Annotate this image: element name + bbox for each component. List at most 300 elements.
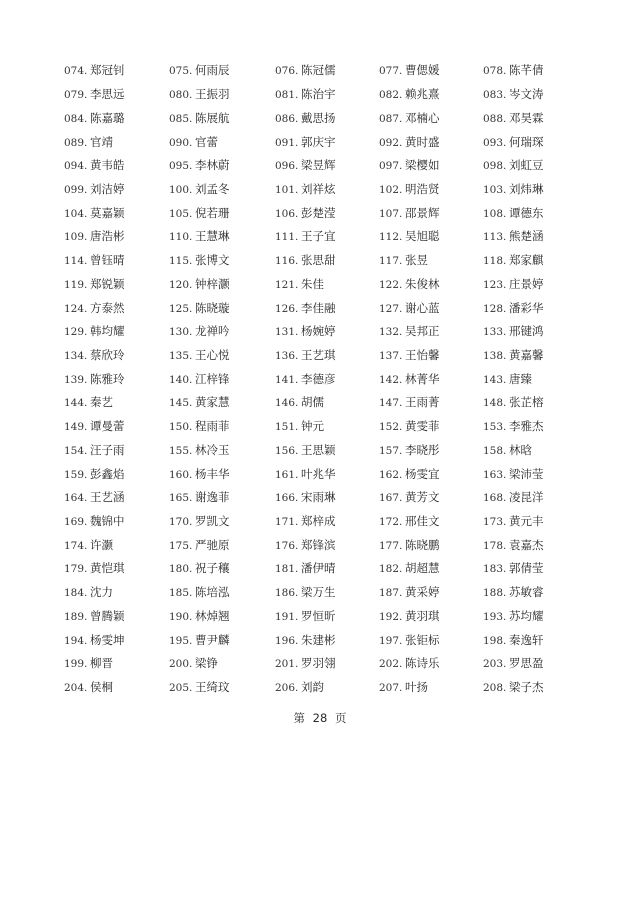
entry-name: 王子宜 bbox=[301, 229, 336, 244]
roster-entry bbox=[169, 87, 275, 102]
entry-number: 092. bbox=[379, 136, 403, 149]
entry-number: 207. bbox=[379, 682, 403, 695]
roster-entry bbox=[275, 680, 379, 695]
entry-number: 106. bbox=[275, 207, 299, 220]
roster-entry bbox=[169, 253, 275, 268]
entry-number: 168. bbox=[483, 492, 507, 505]
entry-name: 黄家慧 bbox=[195, 395, 230, 410]
entry-name: 熊楚涵 bbox=[509, 229, 544, 244]
roster-entry bbox=[379, 467, 483, 482]
entry-number: 148. bbox=[483, 397, 507, 410]
entry-number: 140. bbox=[169, 373, 193, 386]
entry-name: 庄景婷 bbox=[509, 276, 544, 291]
roster-entry bbox=[379, 585, 483, 600]
roster-entry bbox=[64, 514, 169, 529]
entry-name: 谭德东 bbox=[509, 205, 544, 220]
entry-number: 118. bbox=[483, 255, 507, 268]
entry-name: 谭曼蕾 bbox=[90, 419, 125, 434]
roster-entry bbox=[379, 372, 483, 387]
roster-entry bbox=[275, 87, 379, 102]
entry-name: 王思颖 bbox=[301, 442, 336, 457]
entry-number: 115. bbox=[169, 255, 193, 268]
entry-name: 邢键鸿 bbox=[509, 324, 544, 339]
entry-number: 157. bbox=[379, 444, 403, 457]
entry-name: 龙禅吟 bbox=[195, 324, 230, 339]
entry-number: 138. bbox=[483, 349, 507, 362]
roster-entry bbox=[64, 680, 169, 695]
entry-number: 151. bbox=[275, 421, 299, 434]
roster-entry bbox=[275, 395, 379, 410]
entry-name: 黄时盛 bbox=[405, 134, 440, 149]
entry-name: 曾腾颖 bbox=[90, 608, 125, 623]
roster-entry bbox=[275, 63, 379, 78]
entry-name: 李佳融 bbox=[301, 300, 336, 315]
entry-number: 144. bbox=[64, 397, 88, 410]
entry-number: 203. bbox=[483, 658, 507, 671]
entry-number: 166. bbox=[275, 492, 299, 505]
entry-number: 102. bbox=[379, 183, 403, 196]
entry-number: 090. bbox=[169, 136, 193, 149]
entry-number: 134. bbox=[64, 349, 88, 362]
entry-number: 147. bbox=[379, 397, 403, 410]
entry-number: 126. bbox=[275, 302, 299, 315]
entry-name: 张博文 bbox=[195, 253, 230, 268]
roster-entry bbox=[379, 206, 483, 221]
roster-entry bbox=[483, 229, 588, 244]
roster-entry bbox=[483, 158, 588, 173]
entry-number: 187. bbox=[379, 587, 403, 600]
page-label-prefix: 第 bbox=[293, 711, 306, 725]
roster-entry bbox=[275, 372, 379, 387]
roster-entry bbox=[483, 467, 588, 482]
roster-entry bbox=[64, 206, 169, 221]
entry-name: 黄雯菲 bbox=[405, 419, 440, 434]
entry-name: 叶扬 bbox=[405, 680, 428, 695]
roster-entry bbox=[275, 514, 379, 529]
roster-entry bbox=[169, 514, 275, 529]
entry-name: 严驰原 bbox=[195, 537, 230, 552]
roster-entry bbox=[169, 111, 275, 126]
roster-row bbox=[64, 154, 604, 178]
roster-entry bbox=[169, 301, 275, 316]
roster-entry bbox=[64, 395, 169, 410]
entry-name: 苏敏睿 bbox=[509, 585, 544, 600]
entry-name: 陈嘉璐 bbox=[90, 110, 125, 125]
roster-entry bbox=[64, 419, 169, 434]
entry-name: 程雨菲 bbox=[195, 419, 230, 434]
entry-number: 093. bbox=[483, 136, 507, 149]
roster-entry bbox=[275, 348, 379, 363]
entry-number: 128. bbox=[483, 302, 507, 315]
roster-entry bbox=[483, 609, 588, 624]
roster-entry bbox=[64, 63, 169, 78]
entry-number: 095. bbox=[169, 160, 193, 173]
roster-entry bbox=[169, 585, 275, 600]
entry-number: 200. bbox=[169, 658, 193, 671]
entry-name: 郑梓成 bbox=[301, 514, 336, 529]
entry-name: 王心悦 bbox=[195, 347, 230, 362]
roster-entry bbox=[275, 111, 379, 126]
entry-name: 陈冠儒 bbox=[301, 63, 336, 78]
entry-number: 155. bbox=[169, 444, 193, 457]
entry-number: 202. bbox=[379, 658, 403, 671]
entry-number: 086. bbox=[275, 112, 299, 125]
page-label-suffix: 页 bbox=[334, 711, 347, 725]
roster-entry bbox=[64, 253, 169, 268]
entry-number: 123. bbox=[483, 278, 507, 291]
roster-entry bbox=[275, 443, 379, 458]
entry-number: 186. bbox=[275, 587, 299, 600]
entry-name: 许灏 bbox=[90, 537, 113, 552]
entry-number: 100. bbox=[169, 183, 193, 196]
roster-entry bbox=[275, 277, 379, 292]
roster-entry bbox=[169, 135, 275, 150]
entry-number: 160. bbox=[169, 468, 193, 481]
roster-entry bbox=[275, 656, 379, 671]
entry-number: 082. bbox=[379, 89, 403, 102]
roster-entry bbox=[483, 348, 588, 363]
roster-entry bbox=[483, 443, 588, 458]
entry-number: 175. bbox=[169, 539, 193, 552]
roster-entry bbox=[64, 135, 169, 150]
entry-number: 145. bbox=[169, 397, 193, 410]
roster-entry bbox=[64, 561, 169, 576]
entry-number: 120. bbox=[169, 278, 193, 291]
entry-name: 刘孟冬 bbox=[195, 181, 230, 196]
roster-entry bbox=[169, 538, 275, 553]
entry-name: 叶兆华 bbox=[301, 466, 336, 481]
roster-entry bbox=[275, 135, 379, 150]
roster-entry bbox=[275, 633, 379, 648]
entry-number: 205. bbox=[169, 682, 193, 695]
roster-entry bbox=[483, 585, 588, 600]
entry-number: 153. bbox=[483, 421, 507, 434]
entry-number: 173. bbox=[483, 516, 507, 529]
entry-name: 李林蔚 bbox=[195, 158, 230, 173]
entry-number: 075. bbox=[169, 65, 193, 78]
entry-number: 111. bbox=[275, 231, 299, 244]
entry-name: 江梓锋 bbox=[195, 371, 230, 386]
roster-row bbox=[64, 676, 604, 700]
roster-row bbox=[64, 225, 604, 249]
entry-name: 曹偲媛 bbox=[405, 63, 440, 78]
entry-number: 096. bbox=[275, 160, 299, 173]
roster-row bbox=[64, 652, 604, 676]
roster-entry bbox=[169, 63, 275, 78]
entry-name: 邢佳文 bbox=[405, 514, 440, 529]
roster-entry bbox=[379, 301, 483, 316]
roster-entry bbox=[379, 656, 483, 671]
entry-number: 108. bbox=[483, 207, 507, 220]
entry-name: 罗羽翎 bbox=[301, 656, 336, 671]
entry-name: 刘炜琳 bbox=[509, 181, 544, 196]
roster-entry bbox=[275, 229, 379, 244]
roster-entry bbox=[169, 324, 275, 339]
entry-name: 郑家麒 bbox=[509, 253, 544, 268]
entry-name: 谢逸菲 bbox=[195, 490, 230, 505]
entry-name: 郑锐颖 bbox=[90, 276, 125, 291]
entry-name: 陈展航 bbox=[195, 110, 230, 125]
entry-name: 梁樱如 bbox=[405, 158, 440, 173]
page-footer bbox=[0, 710, 640, 726]
roster-entry bbox=[483, 514, 588, 529]
roster-entry bbox=[483, 253, 588, 268]
entry-name: 朱建彬 bbox=[301, 632, 336, 647]
entry-number: 076. bbox=[275, 65, 299, 78]
roster-entry bbox=[483, 182, 588, 197]
entry-name: 梁昱辉 bbox=[301, 158, 336, 173]
entry-number: 087. bbox=[379, 112, 403, 125]
entry-number: 178. bbox=[483, 539, 507, 552]
entry-number: 105. bbox=[169, 207, 193, 220]
roster-row bbox=[64, 106, 604, 130]
roster-entry bbox=[169, 609, 275, 624]
roster-entry bbox=[483, 633, 588, 648]
entry-number: 097. bbox=[379, 160, 403, 173]
roster-entry bbox=[379, 158, 483, 173]
entry-name: 陈芊倩 bbox=[509, 63, 544, 78]
roster-entry bbox=[64, 372, 169, 387]
entry-name: 黄元丰 bbox=[509, 514, 544, 529]
entry-name: 黄采婷 bbox=[405, 585, 440, 600]
entry-number: 170. bbox=[169, 516, 193, 529]
entry-number: 188. bbox=[483, 587, 507, 600]
roster-row bbox=[64, 249, 604, 273]
entry-name: 吴旭聪 bbox=[405, 229, 440, 244]
entry-number: 125. bbox=[169, 302, 193, 315]
entry-name: 陈培泓 bbox=[195, 585, 230, 600]
entry-name: 王艺琪 bbox=[301, 347, 336, 362]
entry-name: 彭鑫焰 bbox=[90, 466, 125, 481]
roster-entry bbox=[64, 277, 169, 292]
roster-entry bbox=[64, 609, 169, 624]
entry-number: 077. bbox=[379, 65, 403, 78]
roster-entry bbox=[275, 158, 379, 173]
entry-name: 陈晓璇 bbox=[195, 300, 230, 315]
roster-entry bbox=[379, 111, 483, 126]
roster-entry bbox=[64, 182, 169, 197]
entry-name: 王绮玟 bbox=[195, 680, 230, 695]
entry-number: 176. bbox=[275, 539, 299, 552]
roster-entry bbox=[64, 585, 169, 600]
entry-name: 陈晓鹏 bbox=[405, 537, 440, 552]
entry-number: 167. bbox=[379, 492, 403, 505]
entry-number: 139. bbox=[64, 373, 88, 386]
entry-number: 183. bbox=[483, 563, 507, 576]
roster-entry bbox=[64, 87, 169, 102]
roster-row bbox=[64, 201, 604, 225]
entry-number: 137. bbox=[379, 349, 403, 362]
roster-entry bbox=[379, 277, 483, 292]
roster-row bbox=[64, 344, 604, 368]
roster-entry bbox=[379, 229, 483, 244]
roster-row bbox=[64, 439, 604, 463]
entry-name: 官蕾 bbox=[195, 134, 218, 149]
entry-number: 181. bbox=[275, 563, 299, 576]
entry-name: 戴思扬 bbox=[301, 110, 336, 125]
entry-number: 180. bbox=[169, 563, 193, 576]
entry-name: 王振羽 bbox=[195, 87, 230, 102]
roster-entry bbox=[169, 158, 275, 173]
entry-name: 杨雯坤 bbox=[90, 632, 125, 647]
entry-number: 197. bbox=[379, 634, 403, 647]
roster-row bbox=[64, 486, 604, 510]
roster-entry bbox=[379, 135, 483, 150]
entry-number: 088. bbox=[483, 112, 507, 125]
entry-name: 钟梓灏 bbox=[195, 276, 230, 291]
entry-name: 杨雯宜 bbox=[405, 466, 440, 481]
entry-number: 149. bbox=[64, 421, 88, 434]
entry-number: 161. bbox=[275, 468, 299, 481]
entry-number: 169. bbox=[64, 516, 88, 529]
entry-number: 114. bbox=[64, 255, 88, 268]
entry-number: 074. bbox=[64, 65, 88, 78]
entry-name: 王慧琳 bbox=[195, 229, 230, 244]
roster-row bbox=[64, 296, 604, 320]
roster-entry bbox=[169, 443, 275, 458]
roster-entry bbox=[379, 490, 483, 505]
roster-row bbox=[64, 391, 604, 415]
roster-row bbox=[64, 628, 604, 652]
roster-entry bbox=[169, 182, 275, 197]
entry-name: 潘伊晴 bbox=[301, 561, 336, 576]
roster-entry bbox=[379, 514, 483, 529]
roster-entry bbox=[483, 206, 588, 221]
entry-name: 李晓彤 bbox=[405, 442, 440, 457]
entry-name: 刘虹豆 bbox=[509, 158, 544, 173]
entry-number: 081. bbox=[275, 89, 299, 102]
entry-number: 117. bbox=[379, 255, 403, 268]
entry-name: 李德彦 bbox=[301, 371, 336, 386]
entry-name: 柳晋 bbox=[90, 656, 113, 671]
entry-name: 林焯翘 bbox=[195, 608, 230, 623]
entry-number: 113. bbox=[483, 231, 507, 244]
entry-number: 084. bbox=[64, 112, 88, 125]
roster-row bbox=[64, 83, 604, 107]
entry-number: 142. bbox=[379, 373, 403, 386]
entry-name: 罗凯文 bbox=[195, 514, 230, 529]
entry-name: 陈治宇 bbox=[301, 87, 336, 102]
roster-entry bbox=[379, 63, 483, 78]
entry-name: 梁子杰 bbox=[509, 680, 544, 695]
entry-name: 官靖 bbox=[90, 134, 113, 149]
roster-entry bbox=[379, 324, 483, 339]
roster-row bbox=[64, 605, 604, 629]
roster-entry bbox=[483, 135, 588, 150]
roster-entry bbox=[275, 561, 379, 576]
entry-name: 赖兆熹 bbox=[405, 87, 440, 102]
roster-entry bbox=[169, 277, 275, 292]
entry-name: 彭楚滢 bbox=[301, 205, 336, 220]
entry-name: 陈雅玲 bbox=[90, 371, 125, 386]
entry-number: 193. bbox=[483, 610, 507, 623]
entry-number: 101. bbox=[275, 183, 299, 196]
entry-number: 159. bbox=[64, 468, 88, 481]
entry-name: 黄韦皓 bbox=[90, 158, 125, 173]
roster-entry bbox=[379, 253, 483, 268]
roster-entry bbox=[64, 443, 169, 458]
entry-name: 吴邦正 bbox=[405, 324, 440, 339]
roster-entry bbox=[379, 538, 483, 553]
roster-entry bbox=[64, 538, 169, 553]
roster-entry bbox=[483, 63, 588, 78]
entry-name: 王雨菁 bbox=[405, 395, 440, 410]
roster-entry bbox=[169, 490, 275, 505]
entry-name: 蔡欣玲 bbox=[90, 347, 125, 362]
entry-number: 162. bbox=[379, 468, 403, 481]
name-roster bbox=[64, 59, 604, 699]
roster-row bbox=[64, 533, 604, 557]
entry-name: 黄嘉馨 bbox=[509, 347, 544, 362]
entry-number: 154. bbox=[64, 444, 88, 457]
roster-row bbox=[64, 367, 604, 391]
roster-row bbox=[64, 178, 604, 202]
roster-entry bbox=[64, 656, 169, 671]
entry-number: 190. bbox=[169, 610, 193, 623]
entry-number: 136. bbox=[275, 349, 299, 362]
entry-number: 127. bbox=[379, 302, 403, 315]
entry-name: 王艺涵 bbox=[90, 490, 125, 505]
entry-name: 邵景辉 bbox=[405, 205, 440, 220]
entry-name: 黄羽琪 bbox=[405, 608, 440, 623]
roster-entry bbox=[169, 395, 275, 410]
entry-number: 112. bbox=[379, 231, 403, 244]
entry-number: 109. bbox=[64, 231, 88, 244]
entry-number: 079. bbox=[64, 89, 88, 102]
entry-number: 094. bbox=[64, 160, 88, 173]
roster-entry bbox=[64, 229, 169, 244]
entry-number: 132. bbox=[379, 326, 403, 339]
roster-entry bbox=[379, 561, 483, 576]
entry-name: 朱佳 bbox=[301, 276, 324, 291]
entry-number: 199. bbox=[64, 658, 88, 671]
entry-name: 郭庆宇 bbox=[301, 134, 336, 149]
entry-number: 191. bbox=[275, 610, 299, 623]
roster-entry bbox=[169, 348, 275, 363]
entry-name: 唐臻 bbox=[509, 371, 532, 386]
entry-name: 杨丰华 bbox=[195, 466, 230, 481]
entry-name: 曾钰晴 bbox=[90, 253, 125, 268]
entry-number: 198. bbox=[483, 634, 507, 647]
entry-name: 梁铮 bbox=[195, 656, 218, 671]
entry-name: 凌昆洋 bbox=[509, 490, 544, 505]
entry-name: 韩均耀 bbox=[90, 324, 125, 339]
entry-number: 184. bbox=[64, 587, 88, 600]
entry-number: 195. bbox=[169, 634, 193, 647]
roster-entry bbox=[483, 324, 588, 339]
entry-number: 172. bbox=[379, 516, 403, 529]
roster-entry bbox=[64, 158, 169, 173]
entry-name: 秦艺 bbox=[90, 395, 113, 410]
roster-row bbox=[64, 510, 604, 534]
entry-number: 146. bbox=[275, 397, 299, 410]
entry-name: 张思甜 bbox=[301, 253, 336, 268]
entry-name: 莫嘉颖 bbox=[90, 205, 125, 220]
entry-name: 唐浩彬 bbox=[90, 229, 125, 244]
roster-row bbox=[64, 462, 604, 486]
roster-entry bbox=[275, 301, 379, 316]
entry-name: 沈力 bbox=[90, 585, 113, 600]
roster-entry bbox=[169, 467, 275, 482]
entry-number: 133. bbox=[483, 326, 507, 339]
entry-name: 明浩贤 bbox=[405, 181, 440, 196]
entry-number: 089. bbox=[64, 136, 88, 149]
entry-name: 张钜标 bbox=[405, 632, 440, 647]
entry-number: 116. bbox=[275, 255, 299, 268]
roster-entry bbox=[169, 372, 275, 387]
roster-entry bbox=[483, 372, 588, 387]
roster-entry bbox=[379, 633, 483, 648]
